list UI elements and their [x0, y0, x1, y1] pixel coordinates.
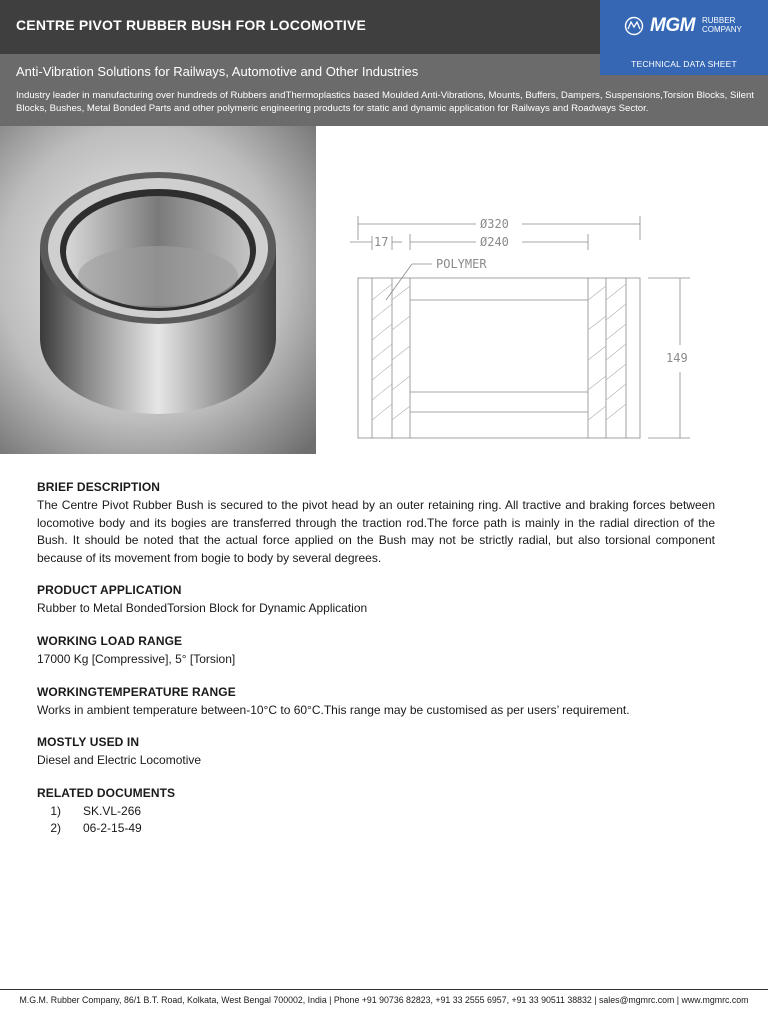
tagline: Anti-Vibration Solutions for Railways, Automotive and Other Industries [16, 64, 419, 79]
section-heading: PRODUCT APPLICATION [37, 583, 182, 598]
main-content [37, 480, 715, 854]
intro-text: Industry leader in manufacturing over hundreds of Rubbers andThermoplastics based Moulded Anti-Vibrations, Mounts, Buffers, Dampers, Suspensions,Torsion Blocks, Silent Blocks, Bushes, Metal Bonded Parts and other polymeric engineering products for static and dynamic application for Railways and Roadways Sector. [16, 90, 754, 114]
section-heading: RELATED DOCUMENTS [37, 785, 176, 800]
page-title: CENTRE PIVOT RUBBER BUSH FOR LOCOMOTIVE [16, 17, 367, 33]
working-load-section [37, 634, 715, 669]
technical-drawing [330, 195, 730, 455]
badge-label: TECHNICAL DATA SHEET [631, 59, 737, 69]
section-text: The Centre Pivot Rubber Bush is secured to the pivot head by an outer retaining ring. All tractive and braking forces between locomotive body and its bogies are transferred through the traction rod.The force path is mainly in the radial direction of the Bush. It should be noted that the actual force applied on the Bush may not be strictly radial, but also torsional component because of its movement from bogie to body by several degrees. [37, 498, 715, 565]
temperature-section [37, 685, 715, 720]
dimension-wall: 17 [374, 235, 389, 249]
list-item [37, 803, 715, 821]
list-number: 2) [50, 821, 61, 836]
material-label: POLYMER [436, 257, 487, 271]
list-item [37, 820, 715, 838]
document-id: 06-2-15-49 [83, 821, 142, 836]
mostly-used-in-section [37, 735, 715, 770]
header-bar [0, 0, 600, 54]
section-text: 17000 Kg [Compressive], 5° [Torsion] [37, 651, 236, 666]
section-heading: MOSTLY USED IN [37, 735, 140, 750]
footer-contact: M.G.M. Rubber Company, 86/1 B.T. Road, Kolkata, West Bengal 700002, India | Phone +91 90736 82823, +91 33 2555 6957, +91 33 90511 38832 | sales@mgmrc.com | www.mgmrc.com [19, 995, 749, 1005]
product-photo [0, 126, 316, 454]
section-heading: BRIEF DESCRIPTION [37, 480, 161, 494]
sub-header [0, 54, 768, 126]
logo-emblem-icon [624, 16, 644, 36]
dimension-inner-diameter: Ø240 [480, 235, 509, 249]
company-logo [600, 0, 768, 54]
dimension-outer-diameter: Ø320 [480, 217, 509, 231]
logo-wordmark: MGM [650, 15, 695, 36]
dimension-height: 149 [666, 351, 688, 365]
logo-subtitle: RUBBER COMPANY [702, 16, 742, 34]
section-text: Diesel and Electric Locomotive [37, 753, 202, 768]
footer-divider [0, 989, 768, 990]
related-documents-section [37, 786, 715, 838]
document-list [37, 803, 715, 838]
section-text: Works in ambient temperature between-10°C to 60°C.This range may be customised as per users’ requirement. [37, 702, 630, 717]
document-id: SK.VL-266 [83, 803, 142, 818]
document-type-badge [600, 54, 768, 75]
list-number: 1) [50, 803, 61, 818]
section-heading: WORKING LOAD RANGE [37, 633, 183, 648]
section-text: Rubber to Metal BondedTorsion Block for Dynamic Application [37, 601, 368, 616]
product-application-section [37, 583, 715, 618]
brief-description-section [37, 480, 715, 567]
section-heading: WORKINGTEMPERATURE RANGE [37, 684, 236, 699]
